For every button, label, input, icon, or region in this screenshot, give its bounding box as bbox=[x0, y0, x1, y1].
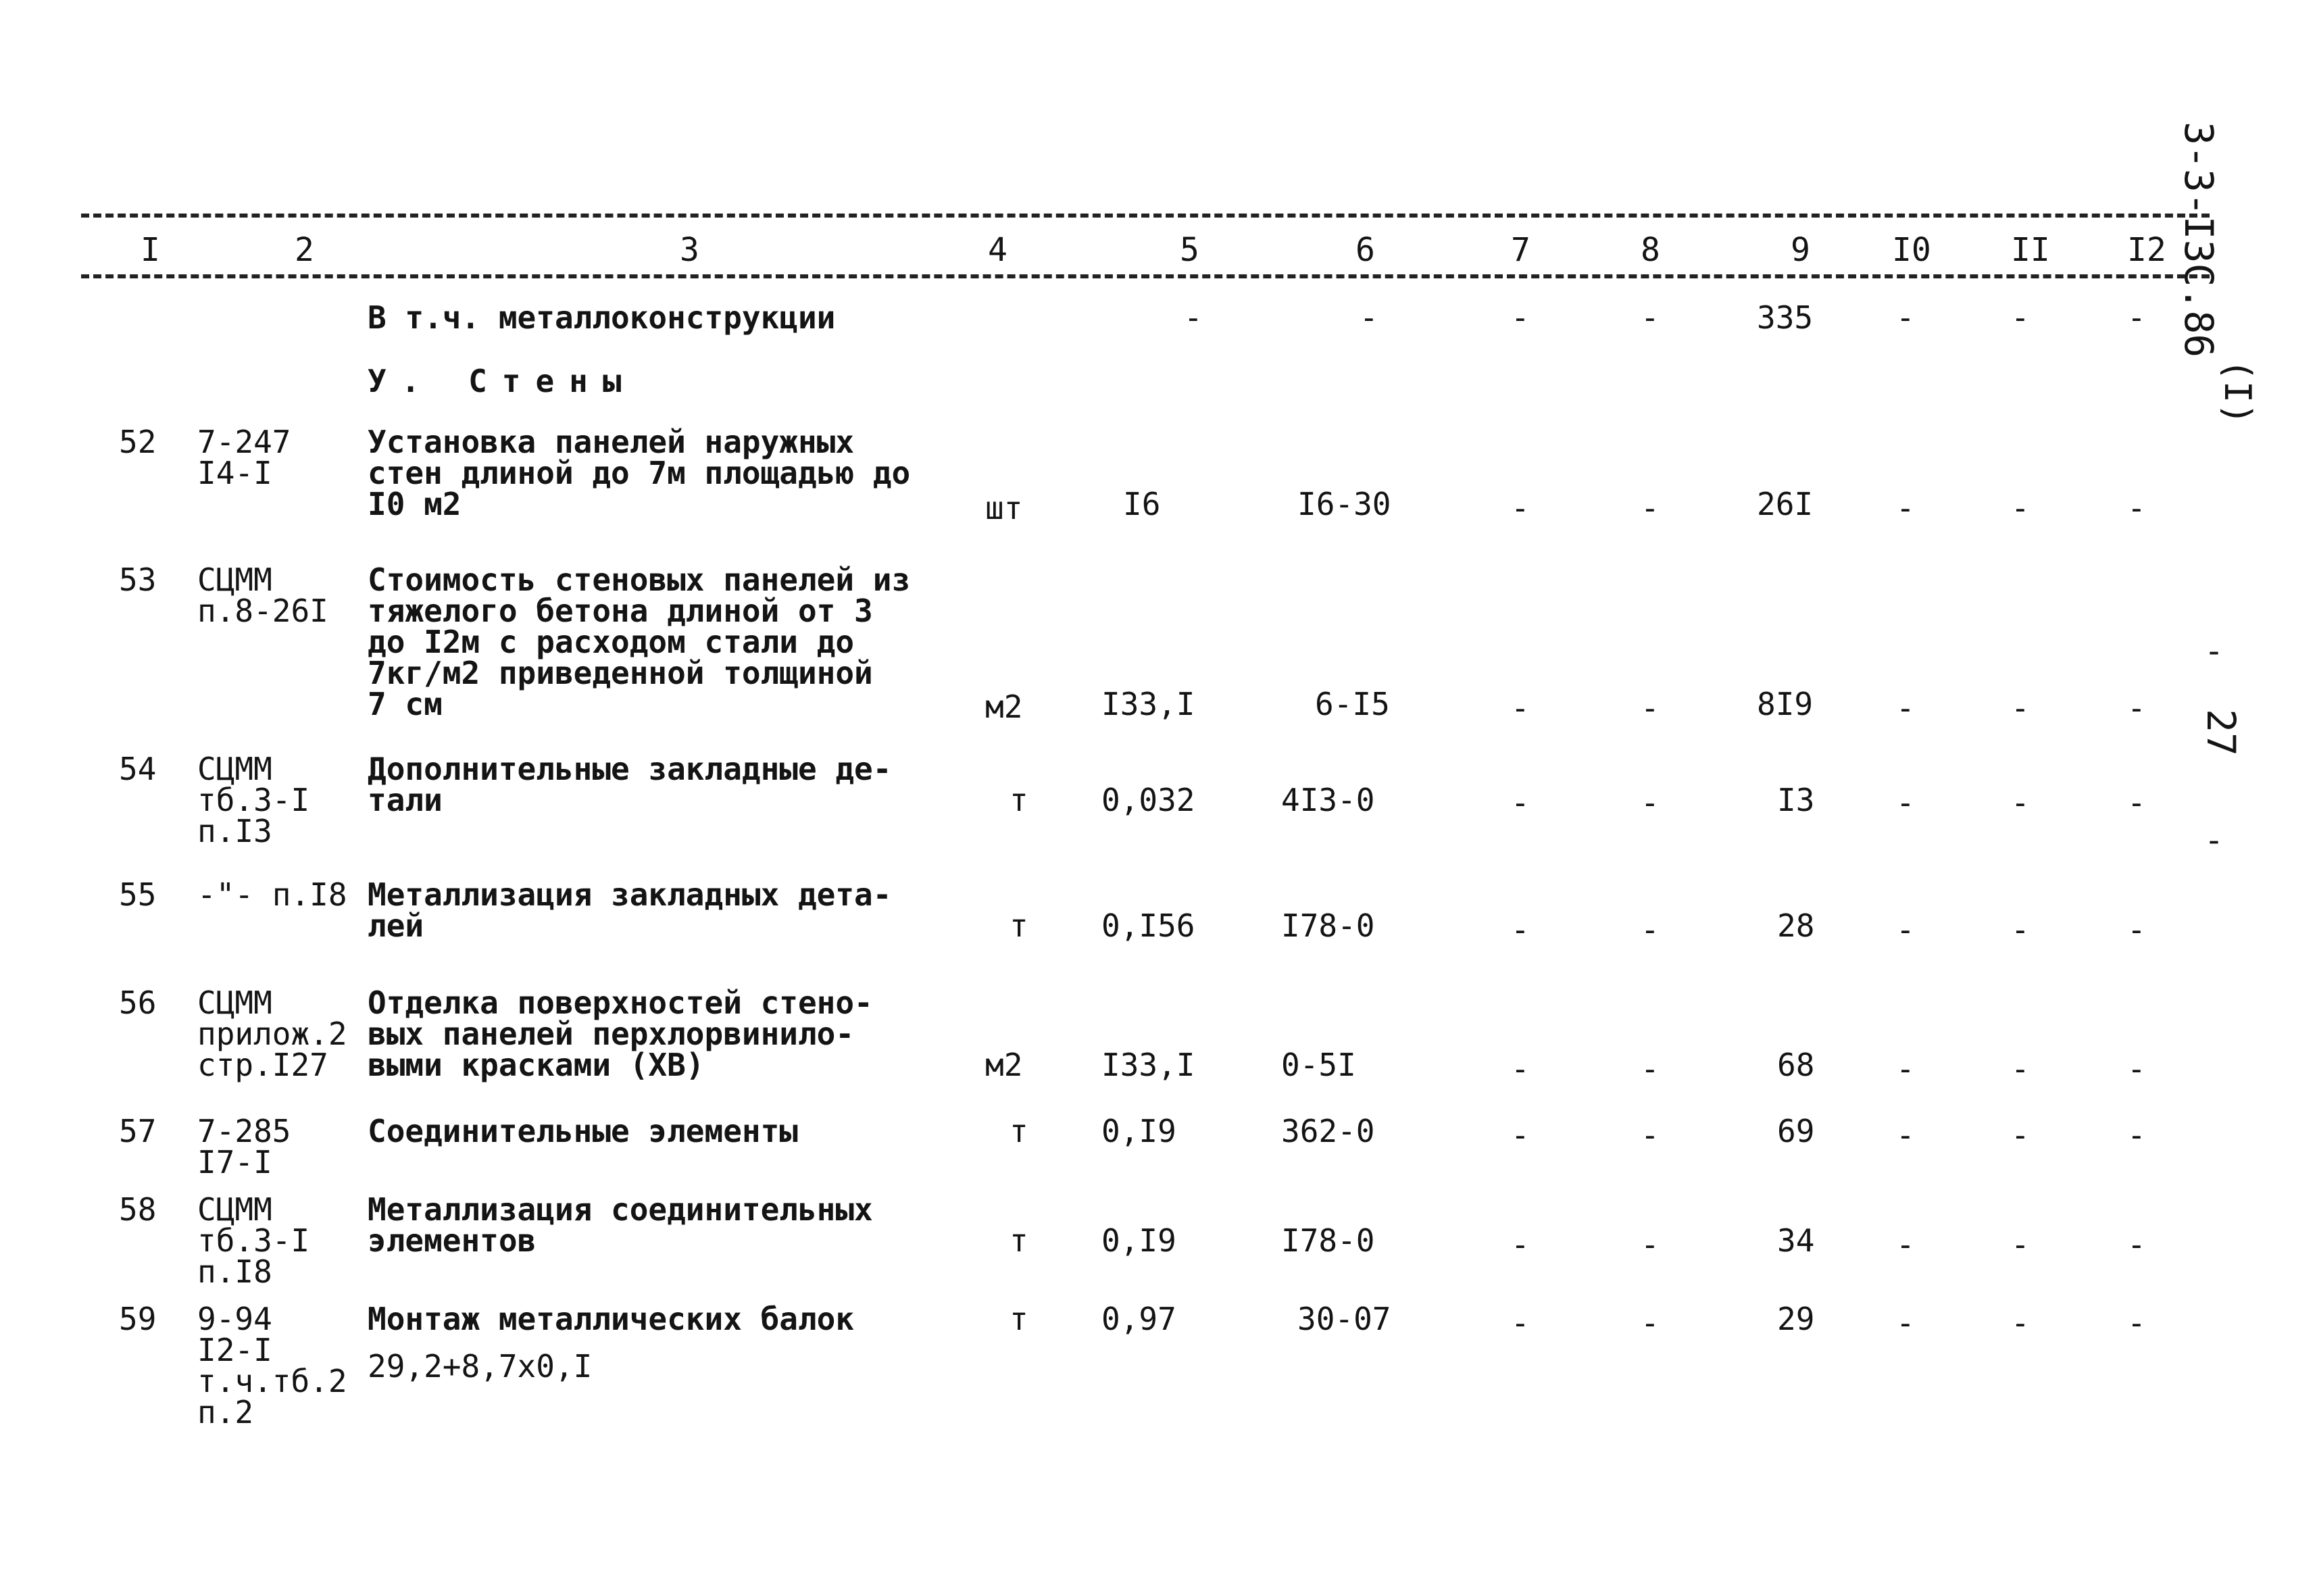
row-56-c10: - bbox=[1896, 1051, 1915, 1087]
header-rule-bottom bbox=[81, 274, 2210, 278]
row-56-c12: - bbox=[2127, 1051, 2146, 1087]
row-52-c11: - bbox=[2011, 490, 2030, 526]
row-subtotal-c9: 335 bbox=[1757, 299, 1814, 336]
row-59-name-2: 29,2+8,7х0,I bbox=[368, 1348, 593, 1385]
section-title: У. Стены bbox=[368, 363, 637, 399]
row-56-c9: 68 bbox=[1777, 1047, 1815, 1083]
row-52-name-3: I0 м2 bbox=[368, 486, 462, 522]
col-header-6: 6 bbox=[1355, 231, 1375, 269]
row-58-c8: - bbox=[1641, 1226, 1660, 1263]
row-53-c8: - bbox=[1641, 690, 1660, 726]
row-56-unit: м2 bbox=[985, 1047, 1023, 1083]
row-54-unit: т bbox=[1010, 782, 1028, 818]
row-58-c12: - bbox=[2127, 1226, 2146, 1263]
row-56-price: 0-5I bbox=[1281, 1047, 1356, 1083]
row-55-price: I78-0 bbox=[1281, 907, 1375, 944]
row-59-code-4: п.2 bbox=[197, 1394, 254, 1430]
row-59-c10: - bbox=[1896, 1305, 1915, 1341]
row-58-name-1: Металлизация соединительных bbox=[368, 1191, 873, 1228]
row-54-c8: - bbox=[1641, 784, 1660, 821]
row-59-c7: - bbox=[1511, 1305, 1530, 1341]
row-52-unit: шт bbox=[985, 490, 1023, 526]
row-subtotal-c12: - bbox=[2127, 299, 2146, 336]
row-53-name-3: до I2м с расходом стали до bbox=[368, 624, 855, 660]
row-52-c8: - bbox=[1641, 490, 1660, 526]
row-56-qty: I33,I bbox=[1101, 1047, 1195, 1083]
row-54-code-2: тб.3-I bbox=[197, 782, 310, 818]
row-59-qty: 0,97 bbox=[1101, 1301, 1176, 1337]
row-55-c11: - bbox=[2011, 912, 2030, 948]
row-54-c10: - bbox=[1896, 784, 1915, 821]
row-56-name-1: Отделка поверхностей стено- bbox=[368, 984, 873, 1021]
row-59-price: 30-07 bbox=[1297, 1301, 1391, 1337]
page-dash-bottom: - bbox=[2204, 822, 2224, 859]
row-54-qty: 0,032 bbox=[1101, 782, 1195, 818]
col-header-4: 4 bbox=[988, 231, 1007, 269]
row-53-price: 6-I5 bbox=[1315, 686, 1390, 722]
row-54-code-3: п.I3 bbox=[197, 813, 272, 849]
row-52-qty: I6 bbox=[1123, 486, 1161, 522]
row-53-name-2: тяжелого бетона длиной от 3 bbox=[368, 593, 873, 629]
row-57-name-1: Соединительные элементы bbox=[368, 1113, 798, 1149]
row-53-name-1: Стоимость стеновых панелей из bbox=[368, 562, 911, 598]
row-52-c7: - bbox=[1511, 490, 1530, 526]
row-59-c8: - bbox=[1641, 1305, 1660, 1341]
row-52-num: 52 bbox=[119, 424, 157, 460]
row-57-c8: - bbox=[1641, 1117, 1660, 1153]
row-57-c11: - bbox=[2011, 1117, 2030, 1153]
row-57-code-2: I7-I bbox=[197, 1144, 272, 1180]
row-56-code-1: СЦММ bbox=[197, 984, 272, 1021]
page-number: 27 bbox=[2197, 709, 2244, 756]
row-57-num: 57 bbox=[119, 1113, 157, 1149]
row-58-c10: - bbox=[1896, 1226, 1915, 1263]
row-55-qty: 0,I56 bbox=[1101, 907, 1195, 944]
row-56-code-2: прилож.2 bbox=[197, 1016, 347, 1052]
row-59-code-3: т.ч.тб.2 bbox=[197, 1363, 347, 1399]
row-52-price: I6-30 bbox=[1297, 486, 1391, 522]
row-53-c9: 8I9 bbox=[1757, 686, 1814, 722]
row-54-c12: - bbox=[2127, 784, 2146, 821]
row-58-c7: - bbox=[1511, 1226, 1530, 1263]
row-54-name-1: Дополнительные закладные де- bbox=[368, 751, 892, 787]
row-58-code-2: тб.3-I bbox=[197, 1222, 310, 1259]
row-53-code-1: СЦММ bbox=[197, 562, 272, 598]
row-54-num: 54 bbox=[119, 751, 157, 787]
row-subtotal-c11: - bbox=[2011, 299, 2030, 336]
row-52-c12: - bbox=[2127, 490, 2146, 526]
col-header-2: 2 bbox=[295, 231, 314, 269]
row-59-c9: 29 bbox=[1777, 1301, 1815, 1337]
row-52-name-1: Установка панелей наружных bbox=[368, 424, 855, 460]
row-59-c11: - bbox=[2011, 1305, 2030, 1341]
row-53-c10: - bbox=[1896, 690, 1915, 726]
row-57-qty: 0,I9 bbox=[1101, 1113, 1176, 1149]
row-56-c8: - bbox=[1641, 1051, 1660, 1087]
row-54-c11: - bbox=[2011, 784, 2030, 821]
row-54-price: 4I3-0 bbox=[1281, 782, 1375, 818]
row-56-c7: - bbox=[1511, 1051, 1530, 1087]
row-54-c7: - bbox=[1511, 784, 1530, 821]
row-56-code-3: стр.I27 bbox=[197, 1047, 328, 1083]
col-header-3: 3 bbox=[680, 231, 699, 269]
col-header-11: II bbox=[2011, 231, 2050, 269]
row-52-code-1: 7-247 bbox=[197, 424, 291, 460]
col-header-7: 7 bbox=[1511, 231, 1530, 269]
row-55-c12: - bbox=[2127, 912, 2146, 948]
col-header-8: 8 bbox=[1641, 231, 1660, 269]
row-59-num: 59 bbox=[119, 1301, 157, 1337]
row-56-name-2: вых панелей перхлорвинило- bbox=[368, 1016, 855, 1052]
row-52-c10: - bbox=[1896, 490, 1915, 526]
col-header-12: I2 bbox=[2127, 231, 2166, 269]
row-57-unit: т bbox=[1010, 1113, 1028, 1149]
row-59-name-1: Монтаж металлических балок bbox=[368, 1301, 855, 1337]
document-code: 3-3-I3C.86 bbox=[2176, 122, 2222, 358]
row-57-c9: 69 bbox=[1777, 1113, 1815, 1149]
row-53-name-4: 7кг/м2 приведенной толщиной bbox=[368, 655, 873, 691]
row-56-c11: - bbox=[2011, 1051, 2030, 1087]
row-58-num: 58 bbox=[119, 1191, 157, 1228]
row-54-name-2: тали bbox=[368, 782, 443, 818]
row-58-code-3: п.I8 bbox=[197, 1253, 272, 1290]
row-58-name-2: элементов bbox=[368, 1222, 537, 1259]
row-52-name-2: стен длиной до 7м площадью до bbox=[368, 455, 911, 491]
row-55-num: 55 bbox=[119, 876, 157, 913]
row-55-name-1: Металлизация закладных дета- bbox=[368, 876, 892, 913]
row-54-code-1: СЦММ bbox=[197, 751, 272, 787]
row-56-name-3: выми красками (ХВ) bbox=[368, 1047, 705, 1083]
row-53-unit: м2 bbox=[985, 689, 1023, 725]
row-58-unit: т bbox=[1010, 1222, 1028, 1259]
row-subtotal-c10: - bbox=[1896, 299, 1915, 336]
header-rule-top bbox=[81, 214, 2210, 218]
row-57-c7: - bbox=[1511, 1117, 1530, 1153]
row-58-c11: - bbox=[2011, 1226, 2030, 1263]
row-59-unit: т bbox=[1010, 1301, 1028, 1337]
row-53-c7: - bbox=[1511, 690, 1530, 726]
row-57-c10: - bbox=[1896, 1117, 1915, 1153]
row-55-c8: - bbox=[1641, 912, 1660, 948]
row-56-num: 56 bbox=[119, 984, 157, 1021]
row-53-c11: - bbox=[2011, 690, 2030, 726]
row-subtotal-c8: - bbox=[1641, 299, 1660, 336]
row-subtotal-name: В т.ч. металлоконструкции bbox=[368, 299, 836, 336]
row-53-qty: I33,I bbox=[1101, 686, 1195, 722]
sheet-marker: (I) bbox=[2216, 359, 2259, 425]
col-header-5: 5 bbox=[1180, 231, 1199, 269]
row-58-c9: 34 bbox=[1777, 1222, 1815, 1259]
row-53-num: 53 bbox=[119, 562, 157, 598]
col-header-9: 9 bbox=[1791, 231, 1810, 269]
page-dash-top: - bbox=[2204, 632, 2224, 670]
row-subtotal-c5: - bbox=[1184, 299, 1203, 336]
row-53-name-5: 7 см bbox=[368, 686, 443, 722]
row-53-c12: - bbox=[2127, 690, 2146, 726]
row-55-code-1: -"- п.I8 bbox=[197, 876, 347, 913]
row-57-c12: - bbox=[2127, 1117, 2146, 1153]
row-subtotal-c6: - bbox=[1360, 299, 1378, 336]
row-55-unit: т bbox=[1010, 907, 1028, 944]
row-subtotal-c7: - bbox=[1511, 299, 1530, 336]
row-59-code-2: I2-I bbox=[197, 1332, 272, 1368]
row-53-code-2: п.8-26I bbox=[197, 593, 328, 629]
row-57-code-1: 7-285 bbox=[197, 1113, 291, 1149]
row-52-c9: 26I bbox=[1757, 486, 1814, 522]
col-header-1: I bbox=[141, 231, 160, 269]
row-55-name-2: лей bbox=[368, 907, 424, 944]
row-55-c10: - bbox=[1896, 912, 1915, 948]
row-57-price: 362-0 bbox=[1281, 1113, 1375, 1149]
row-58-qty: 0,I9 bbox=[1101, 1222, 1176, 1259]
row-55-c9: 28 bbox=[1777, 907, 1815, 944]
row-59-c12: - bbox=[2127, 1305, 2146, 1341]
row-52-code-2: I4-I bbox=[197, 455, 272, 491]
row-54-c9: I3 bbox=[1777, 782, 1815, 818]
row-55-c7: - bbox=[1511, 912, 1530, 948]
col-header-10: I0 bbox=[1892, 231, 1931, 269]
row-59-code-1: 9-94 bbox=[197, 1301, 272, 1337]
row-58-price: I78-0 bbox=[1281, 1222, 1375, 1259]
row-58-code-1: СЦММ bbox=[197, 1191, 272, 1228]
